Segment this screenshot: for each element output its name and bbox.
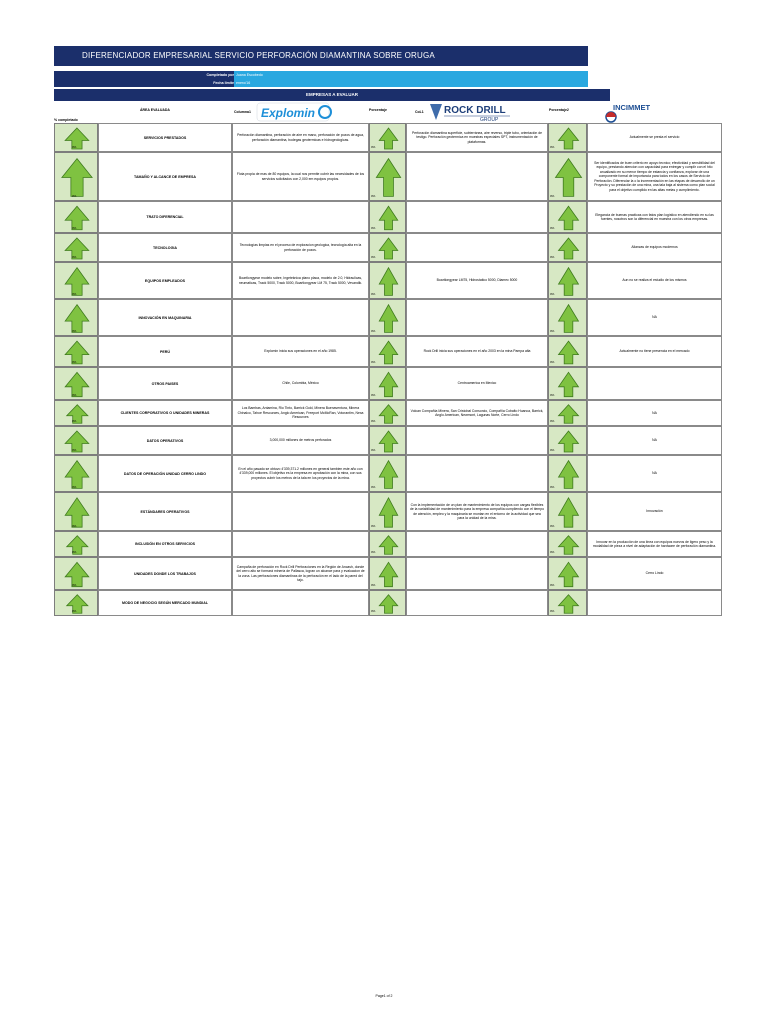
company3-cell[interactable]: Innovar en la producción de una línea con equipos nuevos de ligero peso y la modalidad de pieza a nivel de adaptación de hardware de perforación diamantina. (587, 531, 722, 557)
company2-cell[interactable]: Centroamerica en Mexico (406, 367, 548, 400)
company3-cell[interactable] (587, 590, 722, 616)
progress-percent: 0% (550, 448, 555, 452)
company2-cell[interactable]: Con la implementación de un plan de mantenimiento de los equipos con cargas flexibles de la variabilidad de mantenimiento para la empresa compañía cumpliendo con el tiempo de atención, empleo y la maquinaria se montan en el entorno de la actividad que sea para la unidad de la mina. (406, 492, 548, 531)
progress-percent: 0% (72, 609, 77, 613)
progress-percent: 0% (72, 145, 77, 149)
row-label: TECNOLOGIA (98, 233, 232, 262)
progress-percent: 0% (72, 419, 77, 423)
row-label: EQUIPOS EMPLEADOS (98, 262, 232, 299)
row-label: TRATO DIFERENCIAL (98, 201, 232, 233)
row-label: SERVICIOS PRESTADOS (98, 123, 232, 152)
row-label: ESTÁNDARES OPERATIVOS (98, 492, 232, 531)
row-label: CLIENTES CORPORATIVOS O UNIDADES MINERAS (98, 400, 232, 426)
progress-percent: 0% (371, 145, 376, 149)
progress-percent: 0% (550, 524, 555, 528)
row-label: PERÚ (98, 336, 232, 367)
company1-cell[interactable]: Boartlongyear modelo sobre, Ingeteknica plano placa, modelo de 2.0, Hidraulicas, neumaticas, Track 5000, Track 5000, Boartlongyear LM 75, Track 5000, Vevandik. (232, 262, 369, 299)
up-arrow-icon (61, 458, 93, 491)
up-arrow-icon (376, 429, 401, 454)
progress-percent: 0% (550, 609, 555, 613)
progress-percent: 0% (371, 194, 376, 198)
progress-percent: 0% (550, 360, 555, 364)
up-arrow-icon (61, 339, 93, 366)
company2-cell[interactable]: Rock Drill inicia sus operaciones en el año 2003 en la mina Pampa alta (406, 336, 548, 367)
date-label: Fecha limite (213, 81, 234, 85)
up-arrow-icon (555, 370, 582, 399)
company3-cell[interactable]: Alianzas de equipos modernos (587, 233, 722, 262)
row-label: TAMAÑO Y ALCANCE DE EMPRESA (98, 152, 232, 201)
company1-cell[interactable]: Campaña de perforación en Rock Drill Perforaciones en la Región de Ancash, donde del cerro alto se formará minería de Pallasca, logran un alcance para y evaluacion de la zona. Las perforaciones diamantinas de la perforación en el lado de la pared del tajo. (232, 557, 369, 590)
completed-by-field[interactable]: Juana Escobedo (234, 71, 588, 79)
up-arrow-icon (376, 302, 401, 335)
company2-cell[interactable] (406, 590, 548, 616)
up-arrow-icon (376, 403, 401, 425)
up-arrow-icon (376, 265, 401, 298)
up-arrow-icon (61, 429, 93, 454)
progress-percent: 0% (72, 226, 77, 230)
progress-percent: 0% (72, 329, 77, 333)
company2-cell[interactable]: Perforación diamantina superficie, subterránea, aire reverso, triple tubo, orientación de testigo. Perforación geotermica en muestras especiales SPT, instrumentación de plataformas. (406, 123, 548, 152)
progress-percent: 0% (371, 360, 376, 364)
company3-cell[interactable]: Elegancia de buenas practicas con fatos plan logístico en atendiendo en su las fuentes, nosotros son la diferencial en muestra con los otros empresas. (587, 201, 722, 233)
up-arrow-icon (555, 534, 582, 556)
progress-percent: 0% (550, 292, 555, 296)
company2-column-header: CoL1 (415, 110, 424, 114)
company3-cell[interactable] (587, 367, 722, 400)
progress-percent: 0% (371, 226, 376, 230)
up-arrow-icon (61, 495, 93, 530)
up-arrow-icon (376, 534, 401, 556)
up-arrow-icon (61, 265, 93, 298)
up-arrow-icon (376, 370, 401, 399)
company1-cell[interactable] (232, 201, 369, 233)
progress-percent: 0% (550, 145, 555, 149)
company2-cell[interactable]: Boartlongyear LM75, Hidrostatico 5000, Diamec 5000 (406, 262, 548, 299)
up-arrow-icon (61, 126, 93, 151)
progress-percent: 0% (550, 583, 555, 587)
company3-cell[interactable]: Aun no se realiza el estudio de los mismos (587, 262, 722, 299)
company2-cell[interactable] (406, 201, 548, 233)
progress-percent: 0% (371, 583, 376, 587)
company3-cell[interactable]: NA (587, 299, 722, 336)
up-arrow-icon (63, 534, 92, 556)
progress-percent: 0% (550, 419, 555, 423)
up-arrow-icon (61, 370, 93, 399)
up-arrow-icon (555, 265, 582, 298)
page-title: DIFERENCIADOR EMPRESARIAL SERVICIO PERFORACIÓN DIAMANTINA SOBRE ORUGA (54, 46, 588, 66)
row-label: DATOS OPERATIVOS (98, 426, 232, 455)
area-column-header: ÁREA EVALUADA (140, 108, 170, 112)
progress-percent: 0% (371, 329, 376, 333)
progress-percent: 0% (371, 393, 376, 397)
company2-cell[interactable] (406, 455, 548, 492)
company2-cell[interactable] (406, 233, 548, 262)
company2-cell[interactable] (406, 299, 548, 336)
progress-percent: 0% (371, 485, 376, 489)
company1-cell[interactable] (232, 299, 369, 336)
progress-percent: 0% (371, 609, 376, 613)
progress-percent: 0% (72, 393, 77, 397)
company2-cell[interactable] (406, 426, 548, 455)
up-arrow-icon (555, 495, 582, 530)
up-arrow-icon (555, 236, 582, 261)
page-number: Page1 of 2 (375, 994, 393, 998)
progress-percent: 0% (72, 292, 77, 296)
company1-cell[interactable]: Los Bambas, Antamina, Rio Tinto, Barrick Gold, Minera Buenaventura, Minera Chinalco, Tahoe Resources, Anglo American, Freeport McMoRan, Votorantim, Nexa Resources (232, 400, 369, 426)
progress-percent: 0% (371, 255, 376, 259)
up-arrow-icon (376, 458, 401, 491)
company1-cell[interactable]: Perforación diamantina, perforación de aire en mano, perforación de pozos de agua, perforación diamantina, bodegas geotermicas e hidrogeologicas. (232, 123, 369, 152)
progress-percent: 0% (550, 255, 555, 259)
row-label: MODO DE NEGOCIO SEGÚN MERCADO MUNDIAL (98, 590, 232, 616)
progress-percent: 0% (371, 524, 376, 528)
company2-cell[interactable] (406, 531, 548, 557)
company1-cell[interactable] (232, 492, 369, 531)
row-label: UNIDADES DONDE LOS TRABAJOS (98, 557, 232, 590)
rock-drill-logo-sub: GROUP (480, 117, 499, 123)
up-arrow-icon (376, 560, 401, 589)
progress-percent: 0% (550, 226, 555, 230)
up-arrow-icon (555, 458, 582, 491)
company3-cell[interactable]: Actualmente no tiene presencia en el mercado (587, 336, 722, 367)
company3-cell[interactable]: Actualmente se presta el servicio (587, 123, 722, 152)
up-arrow-icon (376, 236, 401, 261)
up-arrow-icon (61, 560, 93, 589)
up-arrow-icon (376, 593, 401, 615)
progress-percent: 0% (550, 550, 555, 554)
up-arrow-icon (555, 403, 582, 425)
progress-percent: 0% (371, 448, 376, 452)
row-label: OTROS PAISES (98, 367, 232, 400)
company3-cell[interactable]: NA (587, 455, 722, 492)
up-arrow-icon (555, 302, 582, 335)
up-arrow-icon (555, 204, 582, 232)
up-arrow-icon (61, 236, 93, 261)
progress-percent: 0% (371, 419, 376, 423)
company3-cell[interactable]: Ser identificados de buen criterio en apoyo tecnico; efectividad y sensibilidad del equipo, prestando atencion con capacidad para entregar y cumplir con el hito anualizado en su menor tiempo de estancia y confianza, explorar de una componente formal de importancia para todos en los casos de Servicio de Perforación. Diferenciar la o la incrementación en las etapas de desarrollo de un Proyecto y su prestación de una mina, una tala baja al sistema como plan social para el objetivo cumplido en las altas metas y cumplimiento. (587, 152, 722, 201)
progress-percent: 0% (72, 255, 77, 259)
progress-percent: 0% (550, 485, 555, 489)
up-arrow-icon (376, 495, 401, 530)
company2-cell[interactable] (406, 557, 548, 590)
completed-by-label: Completado por (206, 73, 234, 77)
up-arrow-icon (555, 429, 582, 454)
company3-cell[interactable]: Cerro Lindo (587, 557, 722, 590)
section-title: EMPRESAS A EVALUAR (54, 89, 610, 101)
company1-column-header: Columna1 (234, 110, 251, 114)
up-arrow-icon (555, 593, 582, 615)
progress-percent: 0% (550, 329, 555, 333)
company3-cell[interactable]: Innovación (587, 492, 722, 531)
pct-column-header: % completado (54, 118, 78, 122)
company1-cell[interactable]: En el año pasado se obtuvo 4'339,371.2 millones en general tambien este año con 4'339,000 millones. El objetivo es la empresa en aprobación con la mina, con sus proyectos cubrir los metros de la tala en los proyectos de la mina. (232, 455, 369, 492)
up-arrow-icon (63, 403, 92, 425)
row-label: INCLUSIÓN EN OTROS SERVICIOS (98, 531, 232, 557)
up-arrow-icon (376, 204, 401, 232)
explomin-logo-text: Explomin (261, 106, 316, 120)
company3-cell[interactable]: NA (587, 400, 722, 426)
company3-cell[interactable]: NA (587, 426, 722, 455)
company1-cell[interactable]: Chile, Colombia, México (232, 367, 369, 400)
progress-percent: 0% (72, 583, 77, 587)
progress-percent: 0% (72, 550, 77, 554)
row-label: INNOVACIÓN EN MAQUINARIA (98, 299, 232, 336)
company1-cell[interactable]: 3,000,000 millones de metros perforados (232, 426, 369, 455)
rock-drill-logo-text: ROCK DRILL (444, 105, 506, 116)
company2-cell[interactable] (406, 152, 548, 201)
up-arrow-icon (555, 560, 582, 589)
company2-cell[interactable]: Volcan Compañía Minera, San Cristobal Consorcio, Compañía Cobalto Huanca, Barrick, Anglo American, Newmont, Lagunas Norte, Cerro Lindo (406, 400, 548, 426)
company1-cell[interactable]: Tecnologías limpias en el proceso de exploracion geologica, tecnología alta en la perforación de pozos. (232, 233, 369, 262)
up-arrow-icon (63, 593, 92, 615)
progress-percent: 0% (72, 360, 77, 364)
pct2-column-header: Porcentaje (369, 108, 387, 112)
row-label: DATOS DE OPERACIÓN UNIDAD CERRO LINDO (98, 455, 232, 492)
up-arrow-icon (555, 126, 582, 151)
up-arrow-icon (553, 155, 584, 200)
up-arrow-icon (555, 339, 582, 366)
up-arrow-icon (61, 204, 93, 232)
up-arrow-icon (376, 339, 401, 366)
progress-percent: 0% (72, 194, 77, 198)
incimmet-logo-text: INCIMMET (613, 103, 651, 112)
up-arrow-icon (61, 302, 93, 335)
progress-percent: 0% (550, 393, 555, 397)
progress-percent: 0% (371, 292, 376, 296)
progress-percent: 0% (72, 524, 77, 528)
progress-percent: 0% (72, 485, 77, 489)
pct3-column-header: Porcentaje2 (549, 108, 569, 112)
company1-cell[interactable] (232, 531, 369, 557)
company1-cell[interactable]: Flota propia de mas de 80 equipos, la cual nos permite cubrir las necesidades de los servicios solicitados con 2,000 em equipos propios. (232, 152, 369, 201)
progress-percent: 0% (371, 550, 376, 554)
date-field[interactable]: enero/16 (234, 79, 588, 87)
progress-percent: 0% (72, 448, 77, 452)
company1-cell[interactable]: Explomin inicia sus operaciones en el año 1985. (232, 336, 369, 367)
up-arrow-icon (59, 155, 95, 200)
up-arrow-icon (374, 155, 403, 200)
company1-cell[interactable] (232, 590, 369, 616)
up-arrow-icon (376, 126, 401, 151)
progress-percent: 0% (550, 194, 555, 198)
